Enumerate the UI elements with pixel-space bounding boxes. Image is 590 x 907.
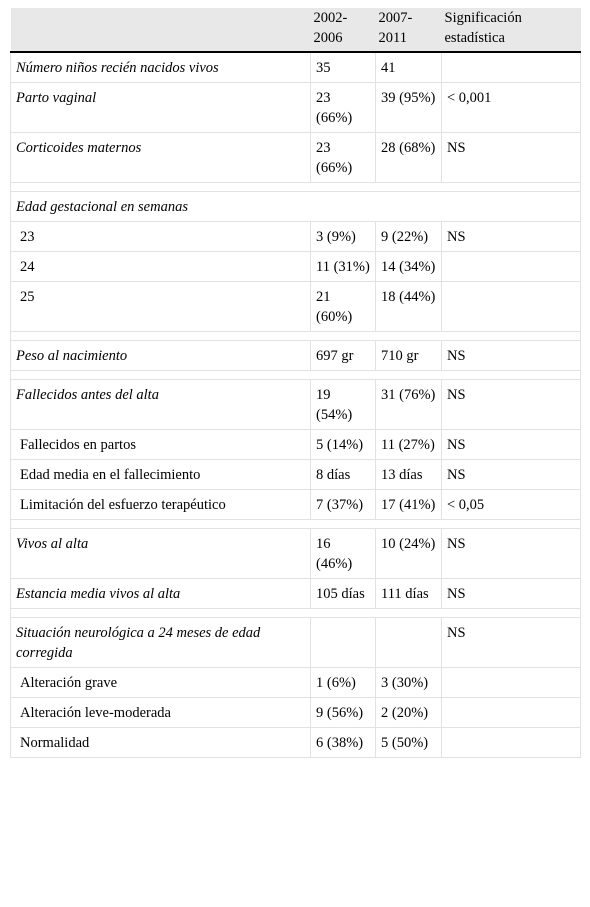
value-2007-2011-cell: 17 (41%) — [376, 490, 442, 520]
row-label-cell: Peso al nacimiento — [11, 341, 311, 371]
value-2002-2006-cell: 5 (14%) — [311, 430, 376, 460]
significance-cell: NS — [442, 380, 581, 430]
table-spacer-row — [11, 183, 581, 192]
table-row — [11, 133, 581, 183]
significance-cell: NS — [442, 341, 581, 371]
value-2007-2011-cell: 2 (20%) — [376, 698, 442, 728]
value-2002-2006-cell: 23 (66%) — [311, 133, 376, 183]
table-row — [11, 380, 581, 430]
row-label-cell: 23 — [11, 222, 311, 252]
spacer-cell — [11, 609, 581, 618]
table-row — [11, 192, 581, 222]
table-row — [11, 222, 581, 252]
row-label-cell: 25 — [11, 282, 311, 332]
table-spacer-row — [11, 371, 581, 380]
spacer-cell — [11, 183, 581, 192]
value-2007-2011-cell: 18 (44%) — [376, 282, 442, 332]
results-table — [10, 8, 581, 758]
value-2007-2011-cell: 31 (76%) — [376, 380, 442, 430]
value-2002-2006-cell: 21 (60%) — [311, 282, 376, 332]
row-label-cell: Vivos al alta — [11, 529, 311, 579]
table-row — [11, 52, 581, 83]
header-cell-significance: Significación estadística — [442, 8, 581, 52]
table-row — [11, 341, 581, 371]
significance-cell: NS — [442, 579, 581, 609]
table-row — [11, 430, 581, 460]
value-2002-2006-cell: 6 (38%) — [311, 728, 376, 758]
table-body — [11, 52, 581, 758]
value-2007-2011-cell: 14 (34%) — [376, 252, 442, 282]
significance-cell — [442, 252, 581, 282]
value-2007-2011-cell: 41 — [376, 52, 442, 83]
table-spacer-row — [11, 520, 581, 529]
significance-cell: NS — [442, 430, 581, 460]
value-2007-2011-cell: 3 (30%) — [376, 668, 442, 698]
value-2002-2006-cell: 16 (46%) — [311, 529, 376, 579]
table-row — [11, 698, 581, 728]
value-2002-2006-cell: 697 gr — [311, 341, 376, 371]
value-2002-2006-cell: 19 (54%) — [311, 380, 376, 430]
row-label-cell: Parto vaginal — [11, 83, 311, 133]
table-row — [11, 282, 581, 332]
significance-cell: NS — [442, 529, 581, 579]
table-row — [11, 490, 581, 520]
significance-cell — [442, 282, 581, 332]
significance-cell: < 0,001 — [442, 83, 581, 133]
significance-cell: NS — [442, 618, 581, 668]
significance-cell — [442, 698, 581, 728]
row-label-cell: Alteración grave — [11, 668, 311, 698]
table-row — [11, 252, 581, 282]
table-header-row — [11, 8, 581, 52]
header-cell-empty — [11, 8, 311, 52]
row-label-cell: Corticoides maternos — [11, 133, 311, 183]
value-2002-2006-cell: 23 (66%) — [311, 83, 376, 133]
table-spacer-row — [11, 609, 581, 618]
header-cell-period-2002-2006: 2002-2006 — [311, 8, 376, 52]
value-2007-2011-cell: 28 (68%) — [376, 133, 442, 183]
row-label-cell: Edad media en el fallecimiento — [11, 460, 311, 490]
value-2002-2006-cell: 7 (37%) — [311, 490, 376, 520]
table-spacer-row — [11, 332, 581, 341]
spacer-cell — [11, 371, 581, 380]
spacer-cell — [11, 332, 581, 341]
row-label-cell: Fallecidos antes del alta — [11, 380, 311, 430]
value-2007-2011-cell: 11 (27%) — [376, 430, 442, 460]
value-2002-2006-cell: 1 (6%) — [311, 668, 376, 698]
table-row — [11, 618, 581, 668]
table-row — [11, 668, 581, 698]
significance-cell: NS — [442, 222, 581, 252]
significance-cell — [442, 668, 581, 698]
value-2002-2006-cell: 8 días — [311, 460, 376, 490]
value-2007-2011-cell — [376, 618, 442, 668]
row-label-cell: Situación neurológica a 24 meses de edad corregida — [11, 618, 311, 668]
row-label-cell: Fallecidos en partos — [11, 430, 311, 460]
value-2007-2011-cell: 111 días — [376, 579, 442, 609]
table-row — [11, 529, 581, 579]
spacer-cell — [11, 520, 581, 529]
value-2002-2006-cell: 11 (31%) — [311, 252, 376, 282]
value-2002-2006-cell: 35 — [311, 52, 376, 83]
value-2002-2006-cell: 9 (56%) — [311, 698, 376, 728]
table-row — [11, 728, 581, 758]
significance-cell: < 0,05 — [442, 490, 581, 520]
table-row — [11, 83, 581, 133]
row-label-cell: Edad gestacional en semanas — [11, 192, 581, 222]
significance-cell: NS — [442, 460, 581, 490]
value-2002-2006-cell: 105 días — [311, 579, 376, 609]
value-2002-2006-cell — [311, 618, 376, 668]
value-2007-2011-cell: 39 (95%) — [376, 83, 442, 133]
value-2007-2011-cell: 710 gr — [376, 341, 442, 371]
value-2007-2011-cell: 10 (24%) — [376, 529, 442, 579]
value-2007-2011-cell: 9 (22%) — [376, 222, 442, 252]
table-row — [11, 460, 581, 490]
row-label-cell: 24 — [11, 252, 311, 282]
row-label-cell: Normalidad — [11, 728, 311, 758]
row-label-cell: Alteración leve-moderada — [11, 698, 311, 728]
significance-cell — [442, 728, 581, 758]
header-cell-period-2007-2011: 2007-2011 — [376, 8, 442, 52]
table-row — [11, 579, 581, 609]
results-table-container — [10, 8, 580, 758]
value-2007-2011-cell: 13 días — [376, 460, 442, 490]
row-label-cell: Limitación del esfuerzo terapéutico — [11, 490, 311, 520]
value-2002-2006-cell: 3 (9%) — [311, 222, 376, 252]
significance-cell — [442, 52, 581, 83]
row-label-cell: Número niños recién nacidos vivos — [11, 52, 311, 83]
row-label-cell: Estancia media vivos al alta — [11, 579, 311, 609]
significance-cell: NS — [442, 133, 581, 183]
value-2007-2011-cell: 5 (50%) — [376, 728, 442, 758]
